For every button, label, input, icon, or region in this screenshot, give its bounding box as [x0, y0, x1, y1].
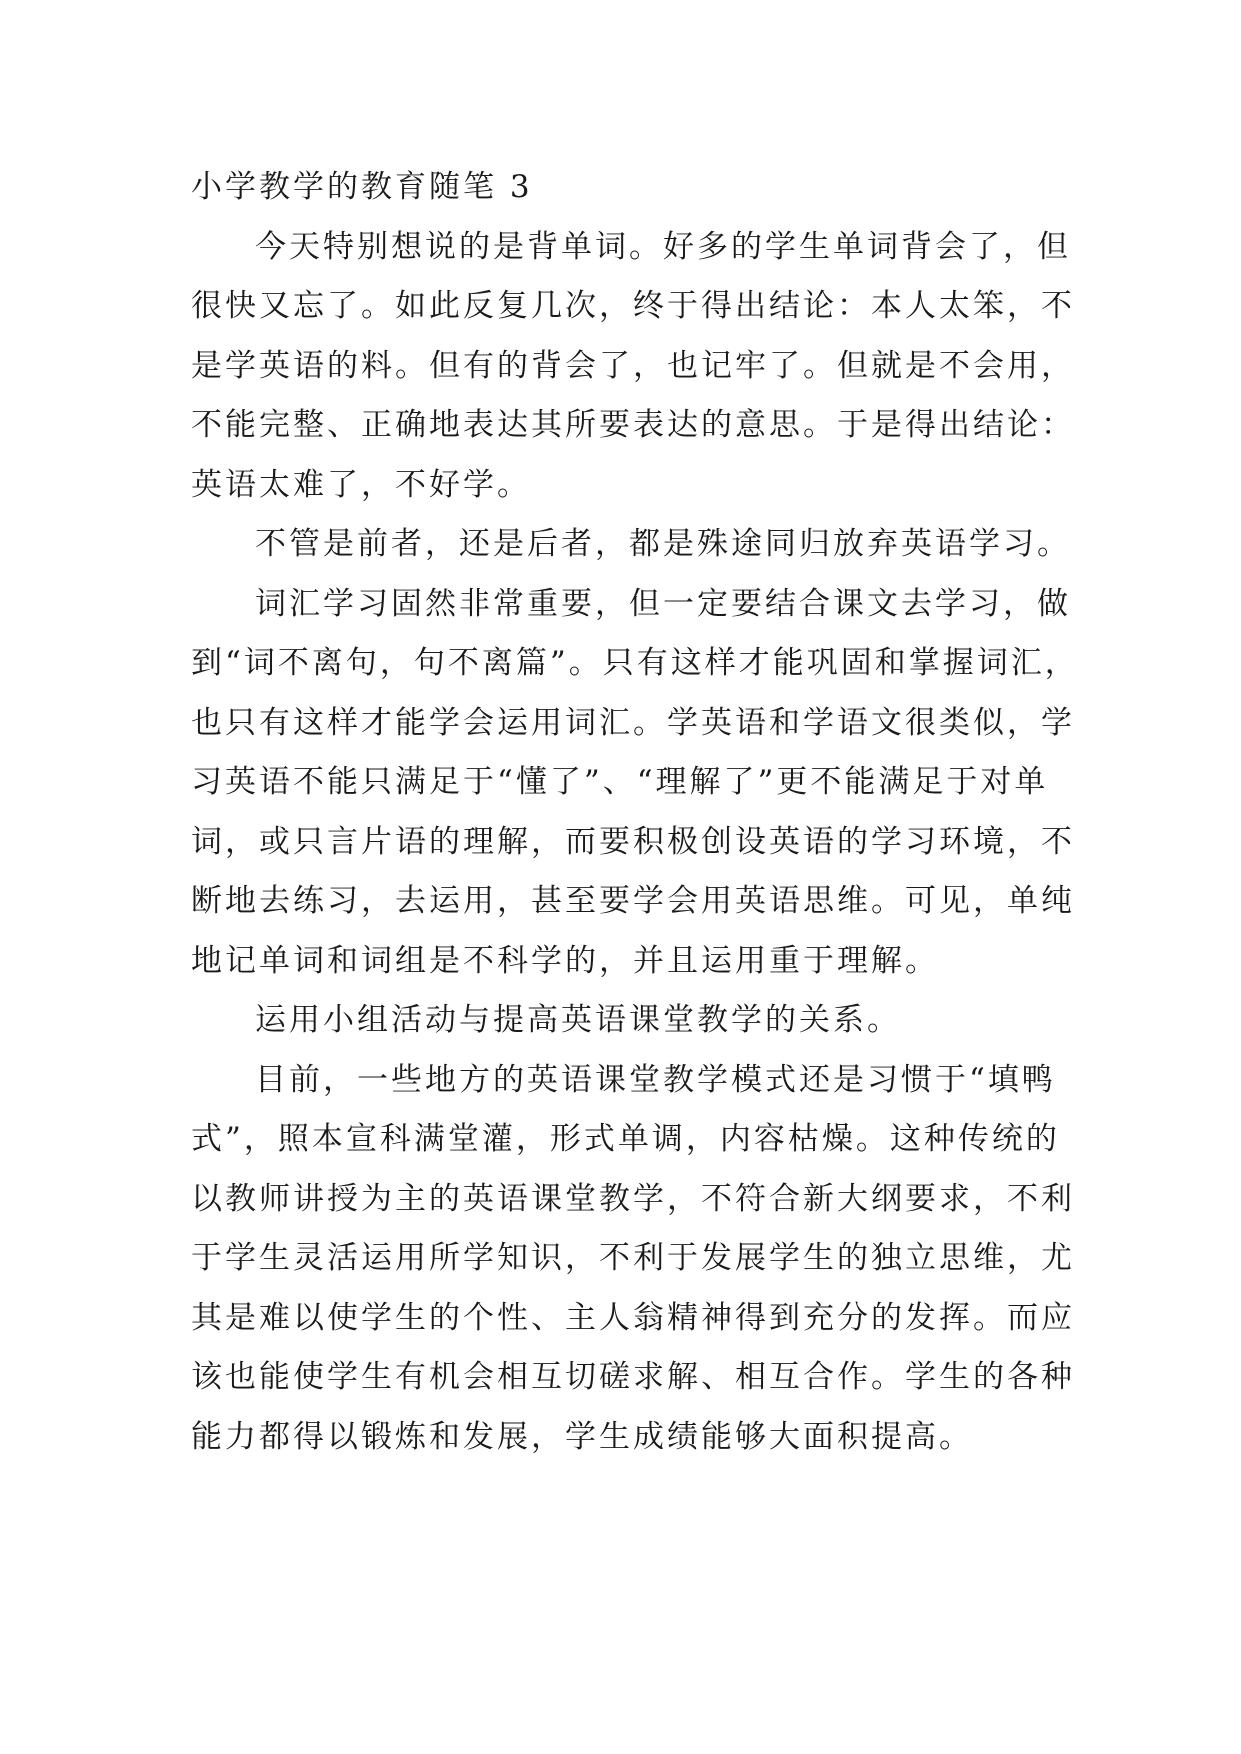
text-line: 其是难以使学生的个性、主人翁精神得到充分的发挥。而应 — [191, 1299, 1075, 1336]
text-line: 也只有这样才能学会运用词汇。学英语和学语文很类似，学 — [191, 704, 1075, 741]
text-line: 于学生灵活运用所学知识，不利于发展学生的独立思维，尤 — [191, 1240, 1075, 1276]
paragraph-4 — [191, 991, 1071, 1051]
text-line: 该也能使学生有机会相互切磋求解、相互合作。学生的各种 — [191, 1359, 1075, 1395]
text-line: 断地去练习，去运用，甚至要学会用英语思维。可见，单纯 — [191, 883, 1075, 919]
text-line: 能力都得以锻炼和发展，学生成绩能够大面积提高。 — [191, 1418, 973, 1455]
paragraph-5 — [191, 1051, 1075, 1468]
text-line: 今天特别想说的是背单词。好多的学生单词背会了，但 — [255, 228, 1071, 265]
document-body — [191, 158, 1079, 1467]
text-line: 很快又忘了。如此反复几次，终于得出结论：本人太笨，不 — [191, 288, 1075, 324]
text-line: 地记单词和词组是不科学的，并且运用重于理解。 — [191, 942, 939, 979]
text-line: 到“词不离句，句不离篇”。只有这样才能巩固和掌握词汇， — [191, 645, 1079, 681]
text-line: 不能完整、正确地表达其所要表达的意思。于是得出结论： — [191, 407, 1075, 443]
text-line: 不管是前者，还是后者，都是殊途同归放弃英语学习。 — [255, 526, 1071, 562]
paragraph-3 — [191, 575, 1079, 992]
text-line: 目前，一些地方的英语课堂教学模式还是习惯于“填鸭 — [255, 1061, 1056, 1098]
text-line: 词汇学习固然非常重要，但一定要结合课文去学习，做 — [255, 585, 1071, 622]
text-line: 式”，照本宣科满堂灌，形式单调，内容枯燥。这种传统的 — [191, 1121, 1060, 1157]
text-line: 英语太难了，不好学。 — [191, 466, 531, 503]
document-title: 小学教学的教育随笔 3 — [191, 169, 533, 205]
text-line: 运用小组活动与提高英语课堂教学的关系。 — [255, 1002, 901, 1038]
text-line: 习英语不能只满足于“懂了”、“理解了”更不能满足于对单 — [191, 764, 1049, 800]
paragraph-1 — [191, 218, 1075, 516]
text-line: 是学英语的料。但有的背会了，也记牢了。但就是不会用， — [191, 347, 1075, 384]
text-line: 词，或只言片语的理解，而要积极创设英语的学习环境，不 — [191, 823, 1075, 860]
text-line: 以教师讲授为主的英语课堂教学，不符合新大纲要求，不利 — [191, 1180, 1075, 1217]
paragraph-2 — [191, 515, 1071, 575]
